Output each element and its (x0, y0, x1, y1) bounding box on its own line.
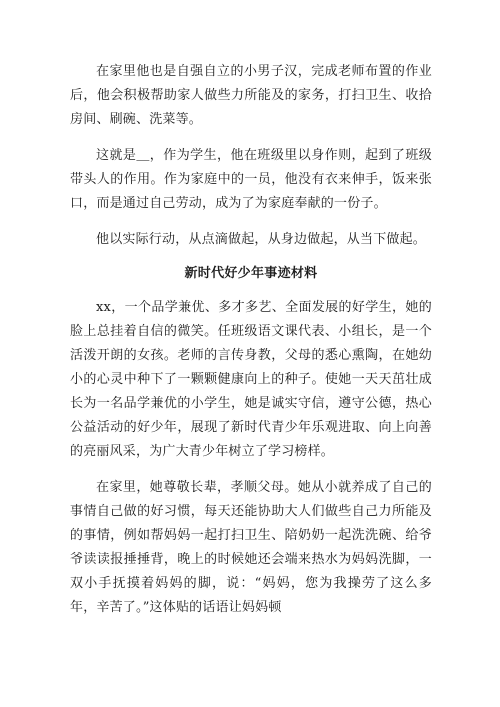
intro-paragraph-3: 他以实际行动，从点滴做起，从身边做起，从当下做起。 (96, 232, 427, 247)
intro-paragraph-2: 这就是＿，作为学生，他在班级里以身作则，起到了班级带头人的作用。作为家庭中的一员，他没有衣来伸手，饭来张口，而是通过自己劳动，成为了为家庭奉献的一份子。 (70, 148, 432, 211)
document-body (70, 60, 432, 632)
intro-paragraph-1: 在家里他也是自强自立的小男子汉，完成老师布置的作业后，他会积极帮助家人做些力所能及的家务，打扫卫生、收拾房间、刷碗、洗菜等。 (70, 64, 432, 127)
section-paragraph-2: 在家里，她尊敬长辈，孝顺父母。她从小就养成了自己的事情自己做的好习惯，每天还能协助大人们做些自己力所能及的事情，例如帮妈妈一起打扫卫生、陪奶奶一起洗洗碗、给爷爷读读报捶捶背，晚上的时候她还会端来热水为妈妈洗脚，一双小手抚摸着妈妈的脚，说：“妈妈，您为我操劳了这么多年，辛苦了。”这体贴的话语让妈妈顿 (70, 480, 432, 615)
section-title: 新时代好少年事迹材料 (184, 266, 318, 281)
section-paragraph-1: xx，一个品学兼优、多才多艺、全面发展的好学生，她的脸上总挂着自信的微笑。任班级语文课代表、小组长，是一个活泼开朗的女孩。老师的言传身教，父母的悉心熏陶，在她幼小的心灵中种下了一颗颗健康向上的种子。使她一天天茁壮成长为一名品学兼优的小学生，她是诚实守信，遵守公德，热心公益活动的好少年，展现了新时代青少年乐观进取、向上向善的亮丽风采，为广大青少年树立了学习榜样。 (70, 300, 432, 459)
